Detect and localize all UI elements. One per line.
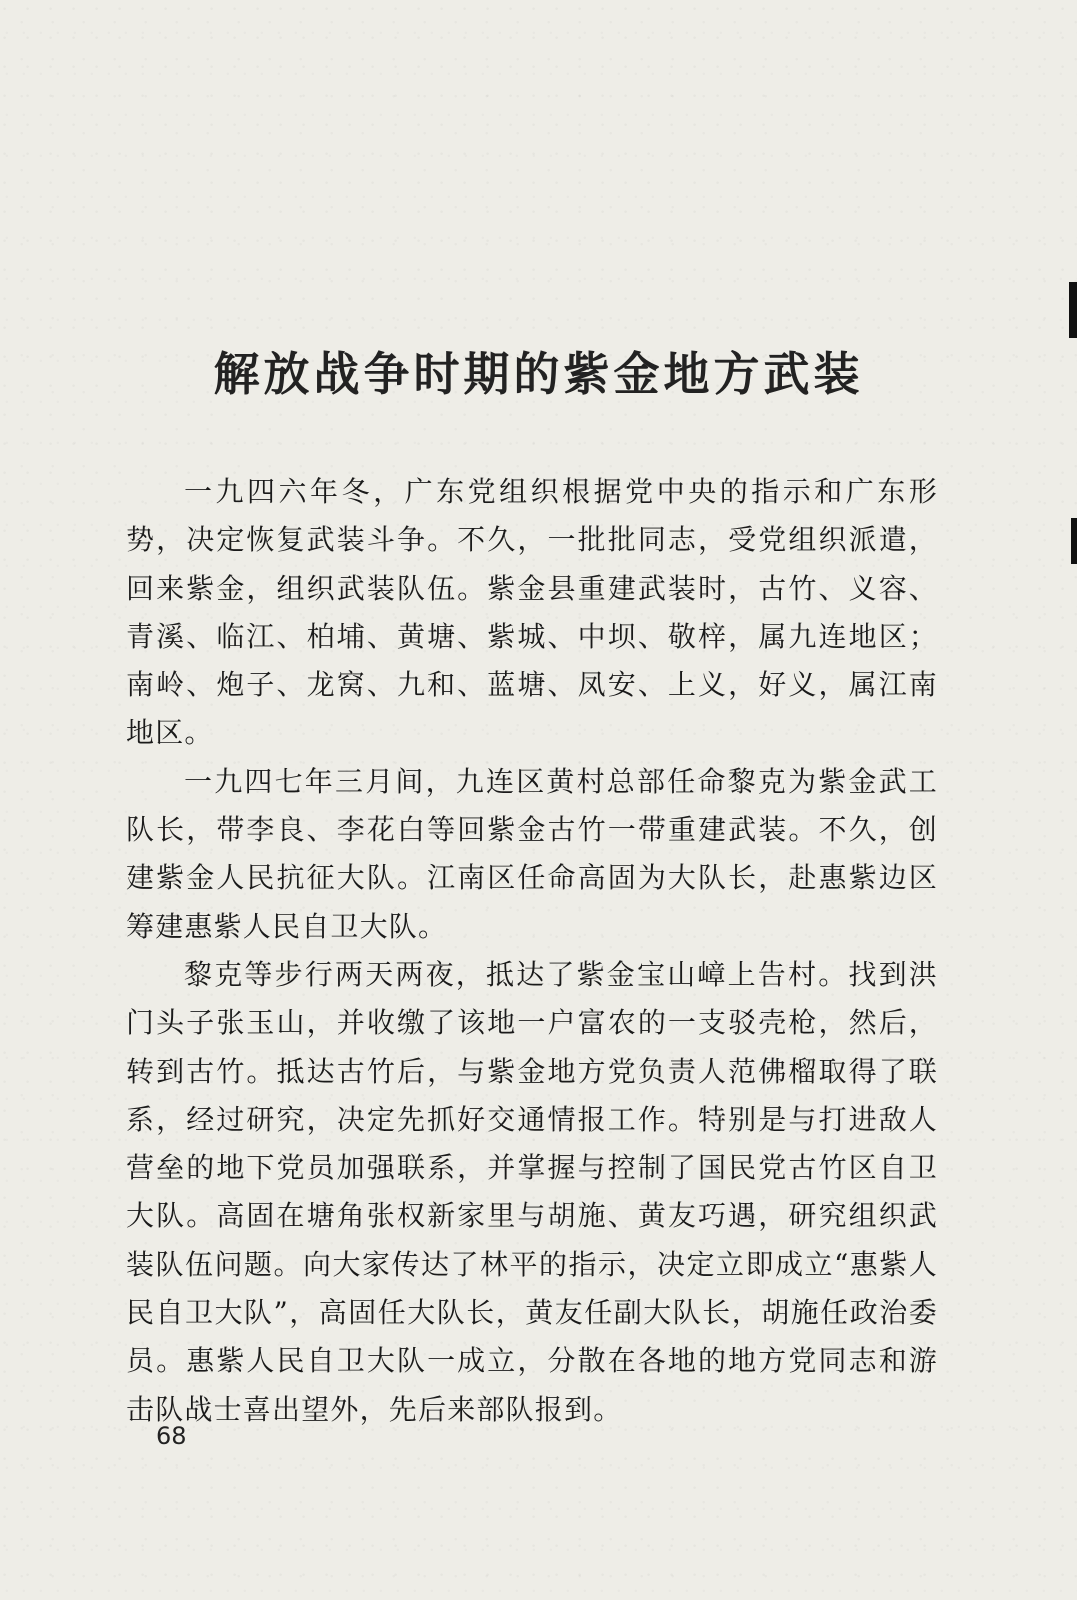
- paragraph: 黎克等步行两天两夜，抵达了紫金宝山嶂上告村。找到洪门头子张玉山，并收缴了该地一户富农的一支驳壳枪，然后，转到古竹。抵达古竹后，与紫金地方党负责人范佛榴取得了联系，经过研究，决定先抓好交通情报工作。特别是与打进敌人营垒的地下党员加强联系，并掌握与控制了国民党古竹区自卫大队。高固在塘角张权新家里与胡施、黄友巧遇，研究组织武装队伍问题。向大家传达了林平的指示，决定立即成立“惠紫人民自卫大队”，高固任大队长，黄友任副大队长，胡施任政治委员。惠紫人民自卫大队一成立，分散在各地的地方党同志和游击队战士喜出望外，先后来部队报到。: [126, 957, 938, 1426]
- binding-edge-mark: [1071, 518, 1077, 564]
- binding-edge-mark: [1069, 282, 1077, 338]
- chapter-title: 解放战争时期的紫金地方武装: [213, 347, 864, 401]
- paragraph: 一九四七年三月间，九连区黄村总部任命黎克为紫金武工队长，带李良、李花白等回紫金古竹一带重建武装。不久，创建紫金人民抗征大队。江南区任命高固为大队长，赴惠紫边区筹建惠紫人民自卫大队。: [126, 764, 938, 943]
- page-number: 68: [156, 1422, 187, 1450]
- paragraph: 一九四六年冬，广东党组织根据党中央的指示和广东形势，决定恢复武装斗争。不久，一批批同志，受党组织派遣，回来紫金，组织武装队伍。紫金县重建武装时，古竹、义容、青溪、临江、柏埔、黄塘、紫城、中坝、敬梓，属九连地区；南岭、炮子、龙窝、九和、蓝塘、凤安、上义，好义，属江南地区。: [126, 475, 938, 750]
- body-text: [126, 468, 938, 1434]
